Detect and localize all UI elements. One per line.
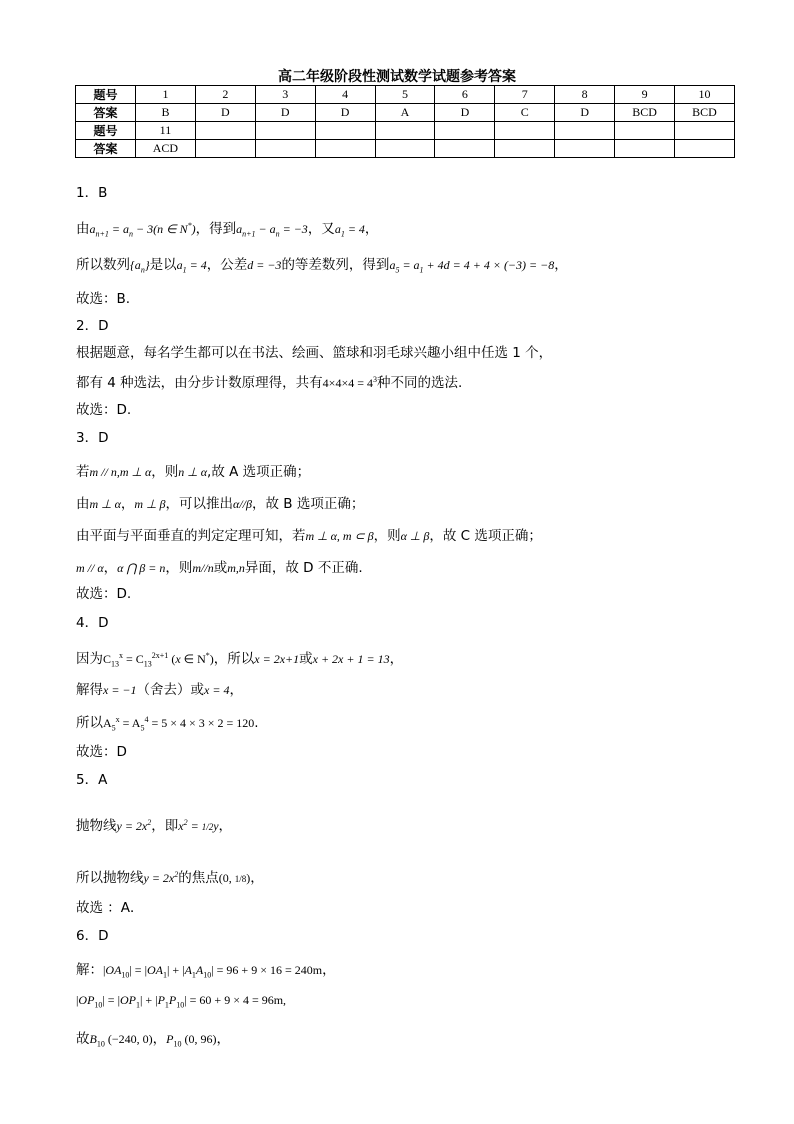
table-cell: D [315, 104, 375, 122]
table-cell: 7 [495, 86, 555, 104]
text: 异面，故 D 不正确. [244, 560, 363, 576]
table-cell: A [375, 104, 435, 122]
text: . [254, 715, 259, 731]
text: 所以数列 [76, 257, 130, 273]
text: ，可以推出 [165, 496, 234, 512]
text: ，故 C 选项正确； [429, 528, 542, 544]
text: 故 [76, 1031, 90, 1047]
text: 抛物线 [76, 818, 117, 834]
text: ，故 B 选项正确； [251, 496, 365, 512]
formula: $a_5 = a_1 + 4d = 4 + 4 \times (-3) = -8$ [389, 258, 555, 275]
formula: m ⊥ α [89, 497, 121, 511]
text: ，则 [373, 528, 401, 544]
formula: m // n,m ⊥ α [89, 465, 152, 479]
q1-line2 [76, 253, 568, 274]
q3-line1 [76, 460, 310, 480]
text: ，又 [307, 221, 335, 237]
formula: $y = 2x^2$ [143, 870, 179, 885]
q5-line1 [76, 814, 232, 834]
table-cell: 9 [615, 86, 675, 104]
q1-line1 [76, 217, 378, 238]
text: ，公差 [206, 257, 248, 273]
table-cell [375, 140, 435, 158]
q6-heading: 6．D [76, 928, 109, 944]
text: 解得 [76, 682, 103, 698]
text: 由 [76, 496, 90, 512]
q5-conclusion: 故选 ：A． [76, 900, 144, 916]
formula: $C_{13}^x = C_{13}^{2x+1}$ (x ∈ N*) [103, 651, 214, 669]
q2-line2 [76, 371, 462, 391]
table-cell [675, 122, 735, 140]
text: ,故 A 选项正确； [207, 464, 311, 480]
text: 的等差数列，得到 [281, 257, 390, 273]
formula-var: a [236, 222, 243, 236]
text: 种不同的选法. [376, 375, 463, 391]
page-title: 高二年级阶段性测试数学试题参考答案 [278, 69, 516, 85]
q3-line2 [76, 492, 364, 512]
formula: $4\times 4\times 4 = 4^3$ [322, 375, 377, 390]
formula-var: a [89, 222, 96, 236]
q3-line4 [76, 556, 363, 576]
formula-text: 4×4×4 = 4 [322, 376, 373, 390]
q6-line3 [76, 1027, 230, 1048]
answer-table [75, 85, 735, 158]
text: ，得到 [195, 221, 237, 237]
formula: $|OP_{10}| = |OP_1| + |P_1P_{10}| = 60 + 9 \times 4 = 96m$, [76, 993, 287, 1010]
q1-conclusion: 故选：B. [76, 291, 131, 307]
formula: n ⊥ α [178, 465, 208, 479]
text: 的焦点 [178, 870, 219, 886]
table-cell: ACD [136, 140, 196, 158]
table-cell: 8 [555, 86, 615, 104]
table-cell [555, 140, 615, 158]
formula: d = −3 [247, 258, 282, 272]
formula: $a_{n+1} = a_n - 3(n$ ∈ N*) [89, 221, 196, 239]
table-cell [555, 122, 615, 140]
formula: m//n [192, 561, 214, 575]
text: 或 [299, 651, 313, 667]
formula: m ⊥ β [134, 497, 166, 511]
text: ， [103, 560, 118, 576]
table-cell: 1 [136, 86, 196, 104]
text: （舍去）或 [136, 682, 205, 698]
formula: x = 4 [204, 683, 230, 697]
text: 因为 [76, 651, 103, 667]
text: ， [218, 818, 233, 834]
table-cell: 10 [675, 86, 735, 104]
q2-heading: 2．D [76, 318, 109, 334]
q2-conclusion: 故选：D. [76, 402, 132, 418]
table-row [76, 104, 735, 122]
q1-heading: 1．B [76, 185, 108, 201]
formula: m,n [227, 561, 245, 575]
text: 由 [76, 221, 90, 237]
text: ， [216, 1031, 230, 1047]
table-cell [615, 140, 675, 158]
table-row [76, 86, 735, 104]
formula: x = −1 [103, 683, 137, 697]
formula: $\{a_n\}$ [130, 258, 150, 275]
text: ，即 [151, 818, 179, 834]
q3-heading: 3．D [76, 430, 109, 446]
table-row [76, 140, 735, 158]
table-cell [495, 140, 555, 158]
text: 所以抛物线 [76, 870, 144, 886]
table-cell [675, 140, 735, 158]
row-label: 题号 [76, 86, 136, 104]
text: ， [120, 496, 135, 512]
formula: $a_1 = 4$ [176, 258, 207, 275]
text: 都有 4 种选法，由分步计数原理得，共有 [76, 375, 323, 391]
table-cell: C [495, 104, 555, 122]
table-cell [195, 140, 255, 158]
formula: $P_{10}$ (0, 96) [166, 1032, 217, 1049]
q4-heading: 4．D [76, 615, 109, 631]
row-label: 答案 [76, 140, 136, 158]
text: ， [554, 257, 568, 273]
text: 若 [76, 464, 90, 480]
formula: $a_1 = 4$ [334, 222, 365, 239]
table-cell [255, 140, 315, 158]
text: ， [322, 962, 336, 978]
table-cell [435, 140, 495, 158]
text: 或 [213, 560, 228, 576]
table-row [76, 122, 735, 140]
table-cell: BCD [675, 104, 735, 122]
formula: α//β [233, 497, 252, 511]
text: 是以 [149, 257, 177, 273]
formula: $x^2 = 1/2y$ [178, 818, 219, 833]
q4-line1 [76, 647, 403, 668]
text: 由平面与平面垂直的判定定理可知，若 [76, 528, 306, 544]
text: 解： [76, 962, 103, 978]
table-cell [195, 122, 255, 140]
table-cell [435, 122, 495, 140]
q5-heading: 5．A [76, 772, 108, 788]
formula: $B_{10}$ (−240, 0) [89, 1032, 153, 1049]
table-cell: 4 [315, 86, 375, 104]
table-cell: 6 [435, 86, 495, 104]
text: ， [152, 1031, 167, 1047]
text: 所以 [76, 715, 103, 731]
table-cell: 5 [375, 86, 435, 104]
table-cell: 11 [136, 122, 196, 140]
table-cell [255, 122, 315, 140]
table-cell [315, 122, 375, 140]
text: ， [364, 221, 379, 237]
text: ，则 [165, 560, 193, 576]
table-cell: D [195, 104, 255, 122]
table-cell: D [435, 104, 495, 122]
formula: $y = 2x^2$ [116, 818, 152, 833]
formula: x + 2x + 1 = 13 [312, 652, 390, 666]
table-cell: B [136, 104, 196, 122]
formula: m ⊥ α, m ⊂ β [305, 529, 374, 543]
formula: $|OA_{10}| = |OA_1| + |A_1A_{10}| = 96 + 9 \times 16 = 240m$ [103, 963, 323, 980]
formula: (0, 1/8) [218, 871, 251, 885]
q5-line2 [76, 866, 264, 886]
q2-line1: 根据题意，每名学生都可以在书法、绘画、篮球和羽毛球兴趣小组中任选 1 个， [76, 345, 553, 361]
row-label: 答案 [76, 104, 136, 122]
q6-line2 [76, 992, 286, 1009]
q3-conclusion: 故选：D. [76, 586, 132, 602]
table-cell: 2 [195, 86, 255, 104]
table-cell [495, 122, 555, 140]
formula: $A_5^x = A_5^4 = 5 \times 4 \times 3 \times 2 = 120$ [103, 715, 255, 733]
formula: m // α [76, 561, 104, 575]
text: ，所以 [213, 651, 255, 667]
table-cell: D [555, 104, 615, 122]
q3-line3 [76, 524, 542, 544]
table-cell [315, 140, 375, 158]
q4-conclusion: 故选：D [76, 744, 127, 760]
q4-line3 [76, 711, 259, 732]
formula: α ⊥ β [400, 529, 430, 543]
table-cell: 3 [255, 86, 315, 104]
text: ， [389, 651, 404, 667]
table-cell [375, 122, 435, 140]
formula: $a_{n+1} - a_n = -3$ [236, 222, 308, 239]
table-cell: D [255, 104, 315, 122]
table-cell: BCD [615, 104, 675, 122]
text: ， [229, 682, 243, 698]
text: ，则 [151, 464, 179, 480]
text: ， [250, 870, 264, 886]
q4-line2 [76, 678, 243, 698]
q6-line1 [76, 958, 336, 979]
formula: α ⋂ β = n [117, 561, 166, 575]
row-label: 题号 [76, 122, 136, 140]
formula: x = 2x+1 [254, 652, 300, 666]
table-cell [615, 122, 675, 140]
